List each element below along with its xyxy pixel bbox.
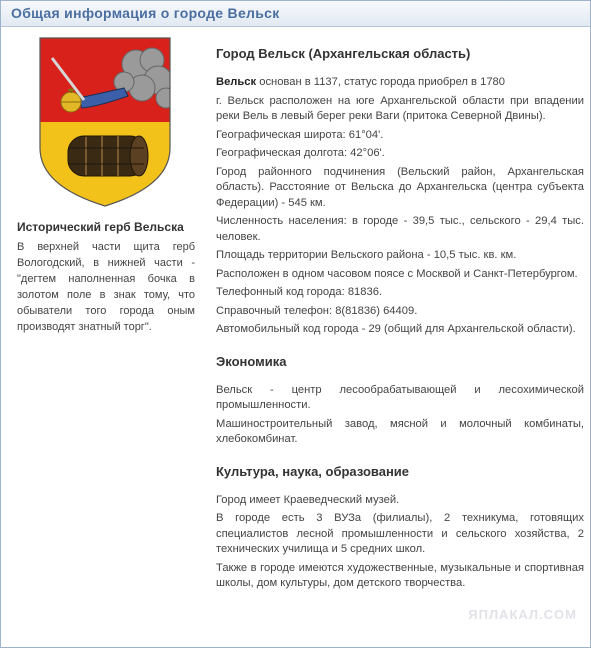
main-paragraph: Географическая широта: 61°04'. [216,128,384,141]
main-paragraph: Телефонный код города: 81836. [216,286,383,298]
crest-description: В верхней части щита герб Вологодский, в нижней части - "дегтем наполненная бочка в золотом поле в знак тому, что обыватели того города оным производят знатный торг". [17,241,195,333]
site-watermark: ЯПЛАКАЛ.COM [468,607,577,622]
main-paragraph: Автомобильный код города - 29 (общий для Архангельской области). [216,323,576,335]
culture-heading: Культура, наука, образование [216,463,410,479]
intro-city-name: Вельск [216,76,257,88]
main-paragraph: г. Вельск расположен на юге Архангельской области при впадении реки Вель в левый берег реки Ваги (притока Северной Двины). [216,94,584,122]
main-paragraph: Город районного подчинения (Вельский район, Архангельская область). Расстояние от Вельска до Архангельска (центра субъекта Федерации) - 545 км. [216,165,584,209]
panel-header [1,1,590,27]
coat-of-arms-image [38,36,172,208]
panel-title: Общая информация о городе Вельск [11,5,280,21]
main-paragraph: Площадь территории Вельского района - 10,5 тыс. кв. км. [216,249,517,261]
main-content [216,46,584,592]
culture-paragraph: В городе есть 3 ВУЗа (филиалы), 2 техникума, готовящих специалистов лесной промышленности и сельского хозяйства, 2 технических училища и 5 средних школ. [216,512,584,555]
economy-heading: Экономика [216,353,287,369]
crest-caption: Исторический герб Вельска [17,220,184,234]
intro-text: основан в 1137, статус города приобрел в 1780 [256,76,505,88]
main-paragraph: Географическая долгота: 42°06'. [216,147,385,159]
economy-paragraph: Машиностроительный завод, мясной и молочный комбинаты, хлебокомбинат. [216,417,584,445]
culture-paragraph: Также в городе имеются художественные, музыкальные и спортивная школы, дом культуры, дом детского творчества. [216,561,584,589]
main-paragraph: Расположен в одном часовом поясе с Москвой и Санкт-Петербургом. [216,267,578,280]
main-paragraph: Справочный телефон: 8(81836) 64409. [216,304,418,317]
main-paragraph: Численность населения: в городе - 39,5 тыс., сельского - 29,4 тыс. человек. [216,215,584,243]
barrel-icon [68,136,148,176]
intro-paragraph [216,75,584,91]
main-title: Город Вельск (Архангельская область) [216,46,471,61]
culture-paragraph: Город имеет Краеведческий музей. [216,493,400,506]
economy-paragraph: Вельск - центр лесообрабатывающей и лесохимической промышленности. [216,383,584,411]
